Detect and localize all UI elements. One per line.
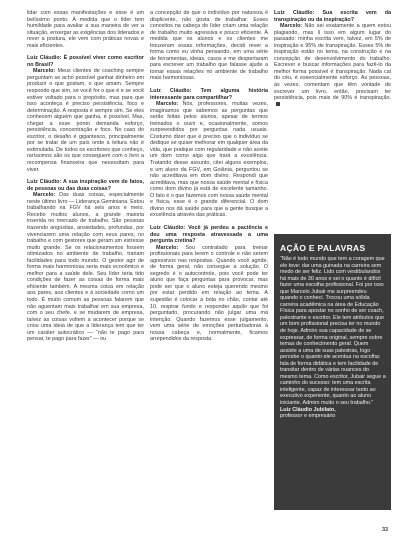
sidebar-box-text xyxy=(280,256,386,420)
sidebar-box xyxy=(274,234,391,510)
answer-text: Das duas coisas, especialmente neste último livro — Liderança Geminiana. Estou trabalhando na FGV há seis anos e meio. Recebo muitos alunos, a grande maioria inserida no mercado de trabalho. São pessoas trazendo angústias, ansiedades, profundas, por vivenciarem uma relação com seus pares, no trabalho e com gestores que geram um estresse muito grande. Se os relacionamentos fossem otimizados no ambiente de trabalho, trariam facilidades para todo mundo. O gestor agir de forma mais harmoniosa seria mais econômico e melhor para a saúde dele. Seu líder teria tido condições de fazer as coisas de forma mais eficiente também. A mesma coisa em relação aos pares, aos clientes e à sociedade como um todo. É muito comum as pessoas falarem que não aguentam mais trabalhar em sua empresa, com o seu chefe, e se mudarem de empresa, talvez as coisas voltem a acontecer porque se criou uma ideia de que a liderança tem que ter um caráter autocrático — “não te pago para pensar, te pago para fazer” — ou xyxy=(27,192,144,343)
question-heading: Luiz Cláudio: Sua escrita vem da transpiração ou da inspiração? xyxy=(274,10,391,23)
speaker-label: Marcelo: xyxy=(33,68,56,75)
column-left xyxy=(27,10,144,343)
speaker-label: Marcelo: xyxy=(280,23,303,30)
column-right xyxy=(274,10,391,108)
answer-text: Nós, professores, muitas vezes, imaginamos que sabemos as perguntas que serão feitas pelos alunos, apesar de termos treinados o ouvir e, ocasionalmente, somos surpreendidos por perguntas nada usuais. Costumo dizer que é preciso que o indivíduo se dedique se quiser melhorar em qualquer área da vida, que pratique com regularidade e não aceite um dom como algo que trará a excelência. Tratando desse assunto, citei alguns exemplos, e um aluno da FGV, em Goiânia, perguntou se não acreditava em dom divino. Respondi que acreditava, mas que nossa saúde mental e física como dom divino já está de excelente tamanho. O fato é o que fazemos com nossa saúde mental e física, esse é o grande diferencial. O dom divino nos dá saúde para que a gente busque a excelência através das práticas. xyxy=(150,101,268,219)
answer-text: Sou contratado para treinar profissionais para terem o controle e não serem agressivos nas respostas. Quando você agride, de forma geral, não consegue a solução. O segredo é o autocontrole, pois você pode ter aluno que faça perguntas para provocar, mas pode ser que o aluno esteja querendo mesmo por estar perdido em relação ao tema. A sugestão é colocar a bola no chão, contar até 10, respirar fundo e responder aquilo que foi perguntado, procurando não julgar uma má intenção. Quando fazemos esse julgamento, vem uma série de emoções perturbadoras à nossa cabeça e, normalmente, ficamos arrependidos da resposta. xyxy=(150,244,268,343)
question-heading: Luiz Cláudio: Tem alguma história interessante para compartilhar? xyxy=(150,88,268,101)
page-number: 33 xyxy=(382,527,389,533)
question-heading: Luiz Cláudio: A sua inspiração vem de fatos, de pessoas ou das duas coisas? xyxy=(27,179,144,192)
speaker-label: Marcelo: xyxy=(156,101,179,108)
answer-text: Meus clientes de coaching sempre perguntam se acho possível ganhar dinheiro em produzir o que gostam, o que amam. Sempre respondo que sim, se você for o que é e se você estiver voltado para o propósito, mas para que isso aconteça é preciso persistência, foco e determinação. A resposta é sempre sim. Se eles conhecem alguém que ganha, é possível. Mas, chegar a esse ponto demanda esforço, persistência, concentração e foco. No caso do escritor, o desafio é gigantesco, principalmente por se tratar de um país onde a leitura não é estimulada. De todos os escritores que conheço, raríssimos são os que conseguem com o livro a recompensa financeira que necessitam para viver. xyxy=(27,68,144,173)
answer-paragraph xyxy=(150,245,268,343)
speaker-label: Marcelo: xyxy=(33,192,56,199)
answer-text: Não sei exatamente a quem estou plagiando, mas li isso em algum lugar do passado: minha escrita vem, talvez, em 5% de inspiração e 95% de transpiração. Esses 5% de inspiração estão no tema, na construção e na concepção de desenvolvimento do trabalho. Escrever e buscar informações para fazê-lo da melhor forma possível é transpiração. Nada cai do céu, é essencialmente esforço. As pessoas, às vezes, comentam que têm vontade de escrever um livro, então, precisam ter persistência, pois mais de 90% é transpiração. xyxy=(274,23,391,102)
paragraph: lidar com essas manifestações e esse é um belíssimo ponto. À medida que o líder tem humildade para avaliar a sua maneira de ver a situação, enxergar as exigências dos liderados e rever a postura, ele vem com práticas novas e mais eficientes. xyxy=(27,10,144,49)
answer-paragraph xyxy=(274,23,391,108)
speaker-label: Marcelo: xyxy=(156,244,179,251)
answer-paragraph xyxy=(27,192,144,343)
column-middle xyxy=(150,10,268,343)
paragraph: a concepção de que o indivíduo por natureza é displicente, não gosta de trabalhar. Esses conceitos na cabeça do líder criam uma relação de trabalho muito agressiva e pouco eficiente. À medida que os alunos e os clientes me trouxeram essas informações, decidi rever a forma como eu vinha pensando, em uma série de ferramentas, ideias, casos e me despertaram para escrever um trabalho que falasse ajude a tornar essas relações no ambiente de trabalho mais harmoniosas. xyxy=(150,10,268,82)
sidebar-box-title: AÇÃO E PALAVRAS xyxy=(280,243,366,253)
end-mark-icon xyxy=(276,102,280,106)
answer-paragraph xyxy=(150,101,268,219)
testimonial-author: Luiz Cláudio Jubilato, xyxy=(280,406,336,413)
question-heading: Luiz Cláudio: É possível viver como escritor no Brasil? xyxy=(27,55,144,68)
answer-paragraph xyxy=(27,68,144,173)
testimonial-quote: “Não é todo mundo que tem a coragem que ele teve: dar uma guinada na carreira sem medo de ser feliz. Lido com vestibulandos há mais de 30 anos e sei o quanto é difícil fazer uma escolha profissional. Foi por isso que Marcelo Jubair me surpreendeu quando o conheci. Trocou uma sólida carreira acadêmica na área de Educação Física para apostar no sonho de ser coach, palestrante e escritor. Ele tem atributos que um bom profissional precisa ter no mundo de hoje. Admiro sua capacidade de se expressar, de forma original, sempre sobre temas de conhecimento geral. Quem assiste a uma de suas palestras, logo percebe o quanto ele acentua na escolha: fala de forma didática e tem facilidade de transitar dentro de várias nuances do mesmo tema. Como escritor, Jubair segue a caminho do sucesso: tem uma escrita inteligente, capaz de interessar tanto ao executivo experiente, quanto ao aluno iniciante. Admiro muito o seu trabalho.” xyxy=(280,256,386,407)
testimonial-role: professor e empresário xyxy=(280,413,336,420)
question-heading: Luiz Cláudio: Você já perdeu a paciência e deu uma resposta atravessada a uma pergunta cretina? xyxy=(150,224,268,245)
